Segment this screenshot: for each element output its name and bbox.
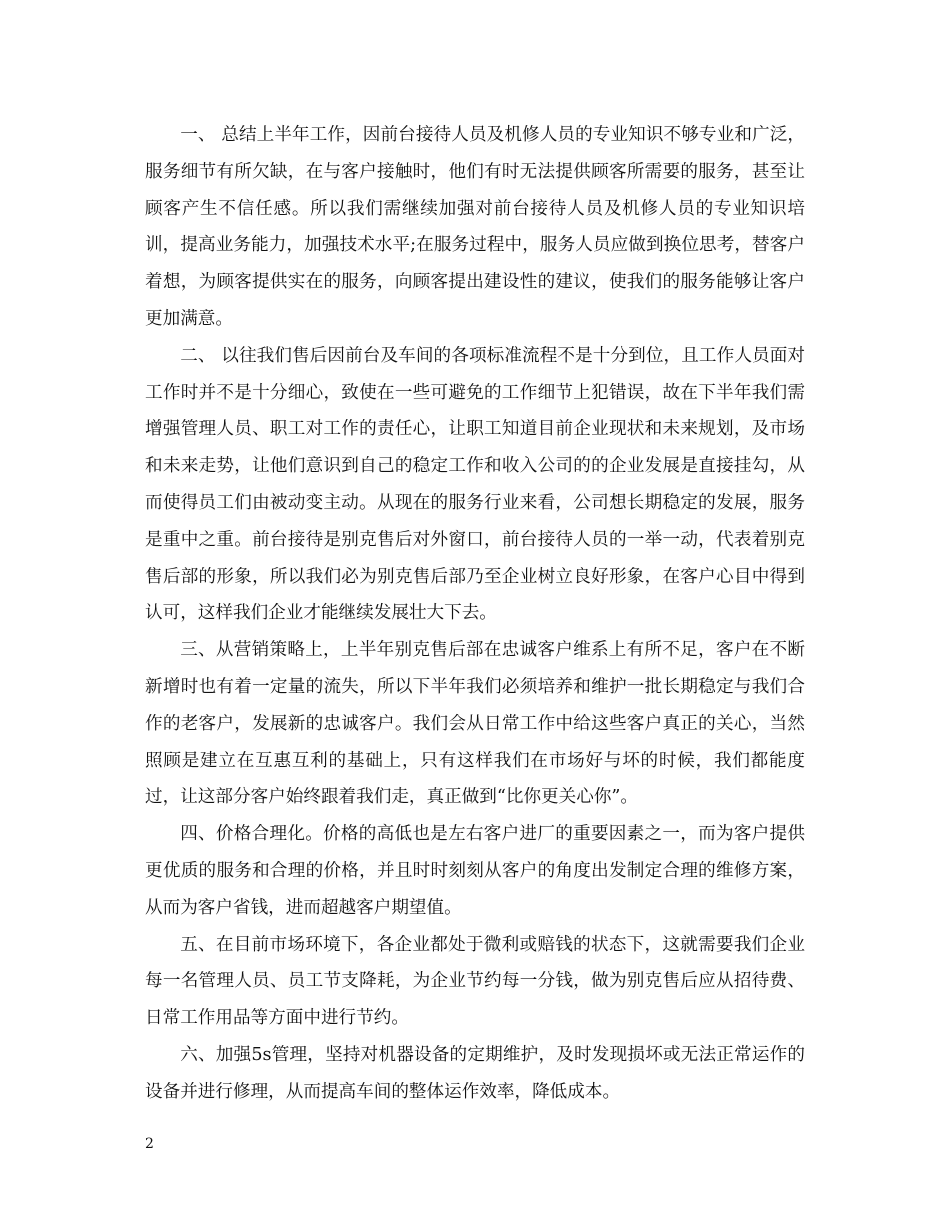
paragraph-4: 四、价格合理化。价格的高低也是左右客户进厂的重要因素之一，而为客户提供更优质的服务和合理的价格，并且时时刻刻从客户的角度出发制定合理的维修方案，从而为客户省钱，进而超越客户期望值。 <box>145 824 805 918</box>
paragraph-1: 一、 总结上半年工作，因前台接待人员及机修人员的专业知识不够专业和广泛，服务细节有所欠缺，在与客户接触时，他们有时无法提供顾客所需要的服务，甚至让顾客产生不信任感。所以我们需继续加强对前台接待人员及机修人员的专业知识培训，提高业务能力，加强技术水平;在服务过程中，服务人员应做到换位思考，替客户着想，为顾客提供实在的服务，向顾客提出建设性的建议，使我们的服务能够让客户更加满意。 <box>145 125 805 329</box>
document-body <box>145 117 805 1111</box>
paragraph-5: 五、在目前市场环境下，各企业都处于微利或赔钱的状态下，这就需要我们企业每一名管理人员、员工节支降耗，为企业节约每一分钱，做为别克售后应从招待费、日常工作用品等方面中进行节约。 <box>145 934 805 1029</box>
page-number: 2 <box>145 1136 154 1152</box>
paragraph-2: 二、 以往我们售后因前台及车间的各项标准流程不是十分到位，且工作人员面对工作时并不是十分细心，致使在一些可避免的工作细节上犯错误，故在下半年我们需增强管理人员、职工对工作的责任心，让职工知道目前企业现状和未来规划，及市场和未来走势，让他们意识到自己的稳定工作和收入公司的的企业发展是直接挂勾，从而使得员工们由被动变主动。从现在的服务行业来看，公司想长期稳定的发展，服务是重中之重。前台接待是别克售后对外窗口，前台接待人员的一举一动，代表着别克售后部的形象，所以我们必为别克售后部乃至企业树立良好形象，在客户心目中得到认可，这样我们企业才能继续发展壮大下去。 <box>145 345 805 624</box>
paragraph-3: 三、从营销策略上，上半年别克售后部在忠诚客户维系上有所不足，客户在不断新增时也有着一定量的流失，所以下半年我们必须培养和维护一批长期稳定与我们合作的老客户，发展新的忠诚客户。我们会从日常工作中给这些客户真正的关心，当然照顾是建立在互惠互利的基础上，只有这样我们在市场好与坏的时候，我们都能度过，让这部分客户始终跟着我们走，真正做到“比你更关心你”。 <box>145 640 805 808</box>
paragraph-6: 六、加强5s管理，坚持对机器设备的定期维护，及时发现损坏或无法正常运作的设备并进行修理，从而提高车间的整体运作效率，降低成本。 <box>145 1044 805 1102</box>
